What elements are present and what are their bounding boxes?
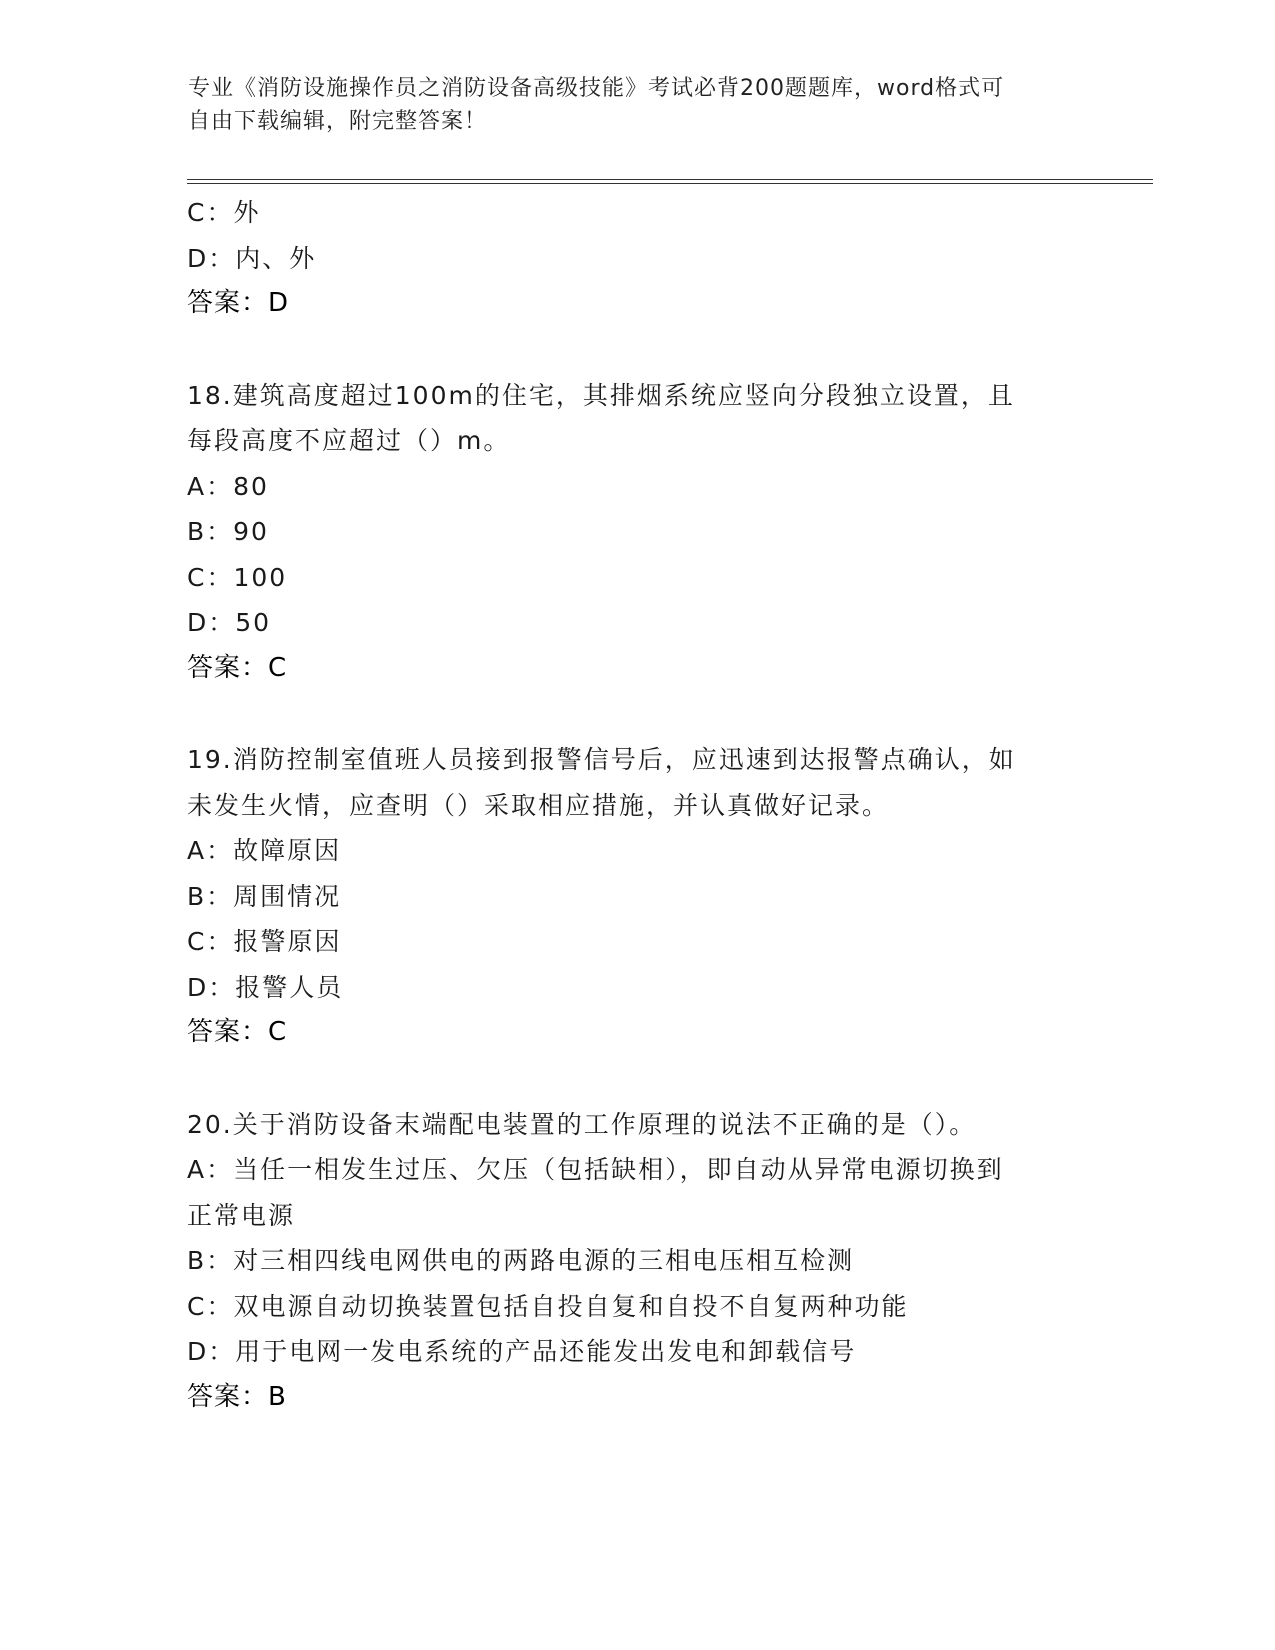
option-d: D：用于电网一发电系统的产品还能发出发电和卸载信号 — [187, 1337, 857, 1366]
document-body — [187, 190, 1087, 1420]
option-c: C：双电源自动切换装置包括自投自复和自投不自复两种功能 — [187, 1291, 909, 1321]
spacer — [187, 1056, 1087, 1102]
document-header — [188, 72, 1088, 138]
question-stem-line: 19.消防控制室值班人员接到报警信号后，应迅速到达报警点确认，如 — [187, 745, 1016, 774]
answer-line: 答案：C — [187, 652, 288, 683]
prev-question-block — [187, 190, 1087, 327]
question-stem-line: 18.建筑高度超过100m的住宅，其排烟系统应竖向分段独立设置，且 — [187, 380, 1015, 410]
answer-line: 答案：C — [187, 1017, 288, 1047]
answer-line: 答案：B — [187, 1381, 287, 1412]
answer-line: 答案：D — [187, 288, 290, 318]
option-c: C：100 — [187, 562, 288, 592]
option-b: B：90 — [187, 517, 269, 546]
option-a: A：80 — [187, 471, 269, 501]
option-b: B：对三相四线电网供电的两路电源的三相电压相互检测 — [187, 1246, 855, 1275]
question-stem-line: 每段高度不应超过（）m。 — [187, 426, 511, 455]
option-a-continued: 正常电源 — [187, 1200, 296, 1230]
question-19 — [187, 737, 1087, 1056]
option-b: B：周围情况 — [187, 881, 342, 911]
question-stem-line: 未发生火情，应查明（）采取相应措施，并认真做好记录。 — [187, 790, 890, 820]
option-a: A：故障原因 — [187, 836, 342, 865]
header-line-1: 专业《消防设施操作员之消防设备高级技能》考试必背200题题库，word格式可 — [188, 76, 1005, 101]
spacer — [187, 691, 1087, 737]
header-rule-bottom — [187, 183, 1153, 184]
question-18 — [187, 373, 1087, 692]
header-line-2: 自由下载编辑，附完整答案！ — [188, 109, 488, 134]
header-rule-top — [187, 179, 1153, 180]
spacer — [187, 327, 1087, 373]
option-c: C：外 — [187, 198, 261, 227]
option-a: A：当任一相发生过压、欠压（包括缺相），即自动从异常电源切换到 — [187, 1155, 1004, 1184]
option-d: D：报警人员 — [187, 972, 344, 1002]
option-d: D：内、外 — [187, 243, 317, 273]
option-d: D：50 — [187, 608, 272, 637]
option-c: C：报警原因 — [187, 927, 342, 956]
question-20 — [187, 1102, 1087, 1421]
question-stem-line: 20.关于消防设备末端配电装置的工作原理的说法不正确的是（）。 — [187, 1109, 977, 1139]
